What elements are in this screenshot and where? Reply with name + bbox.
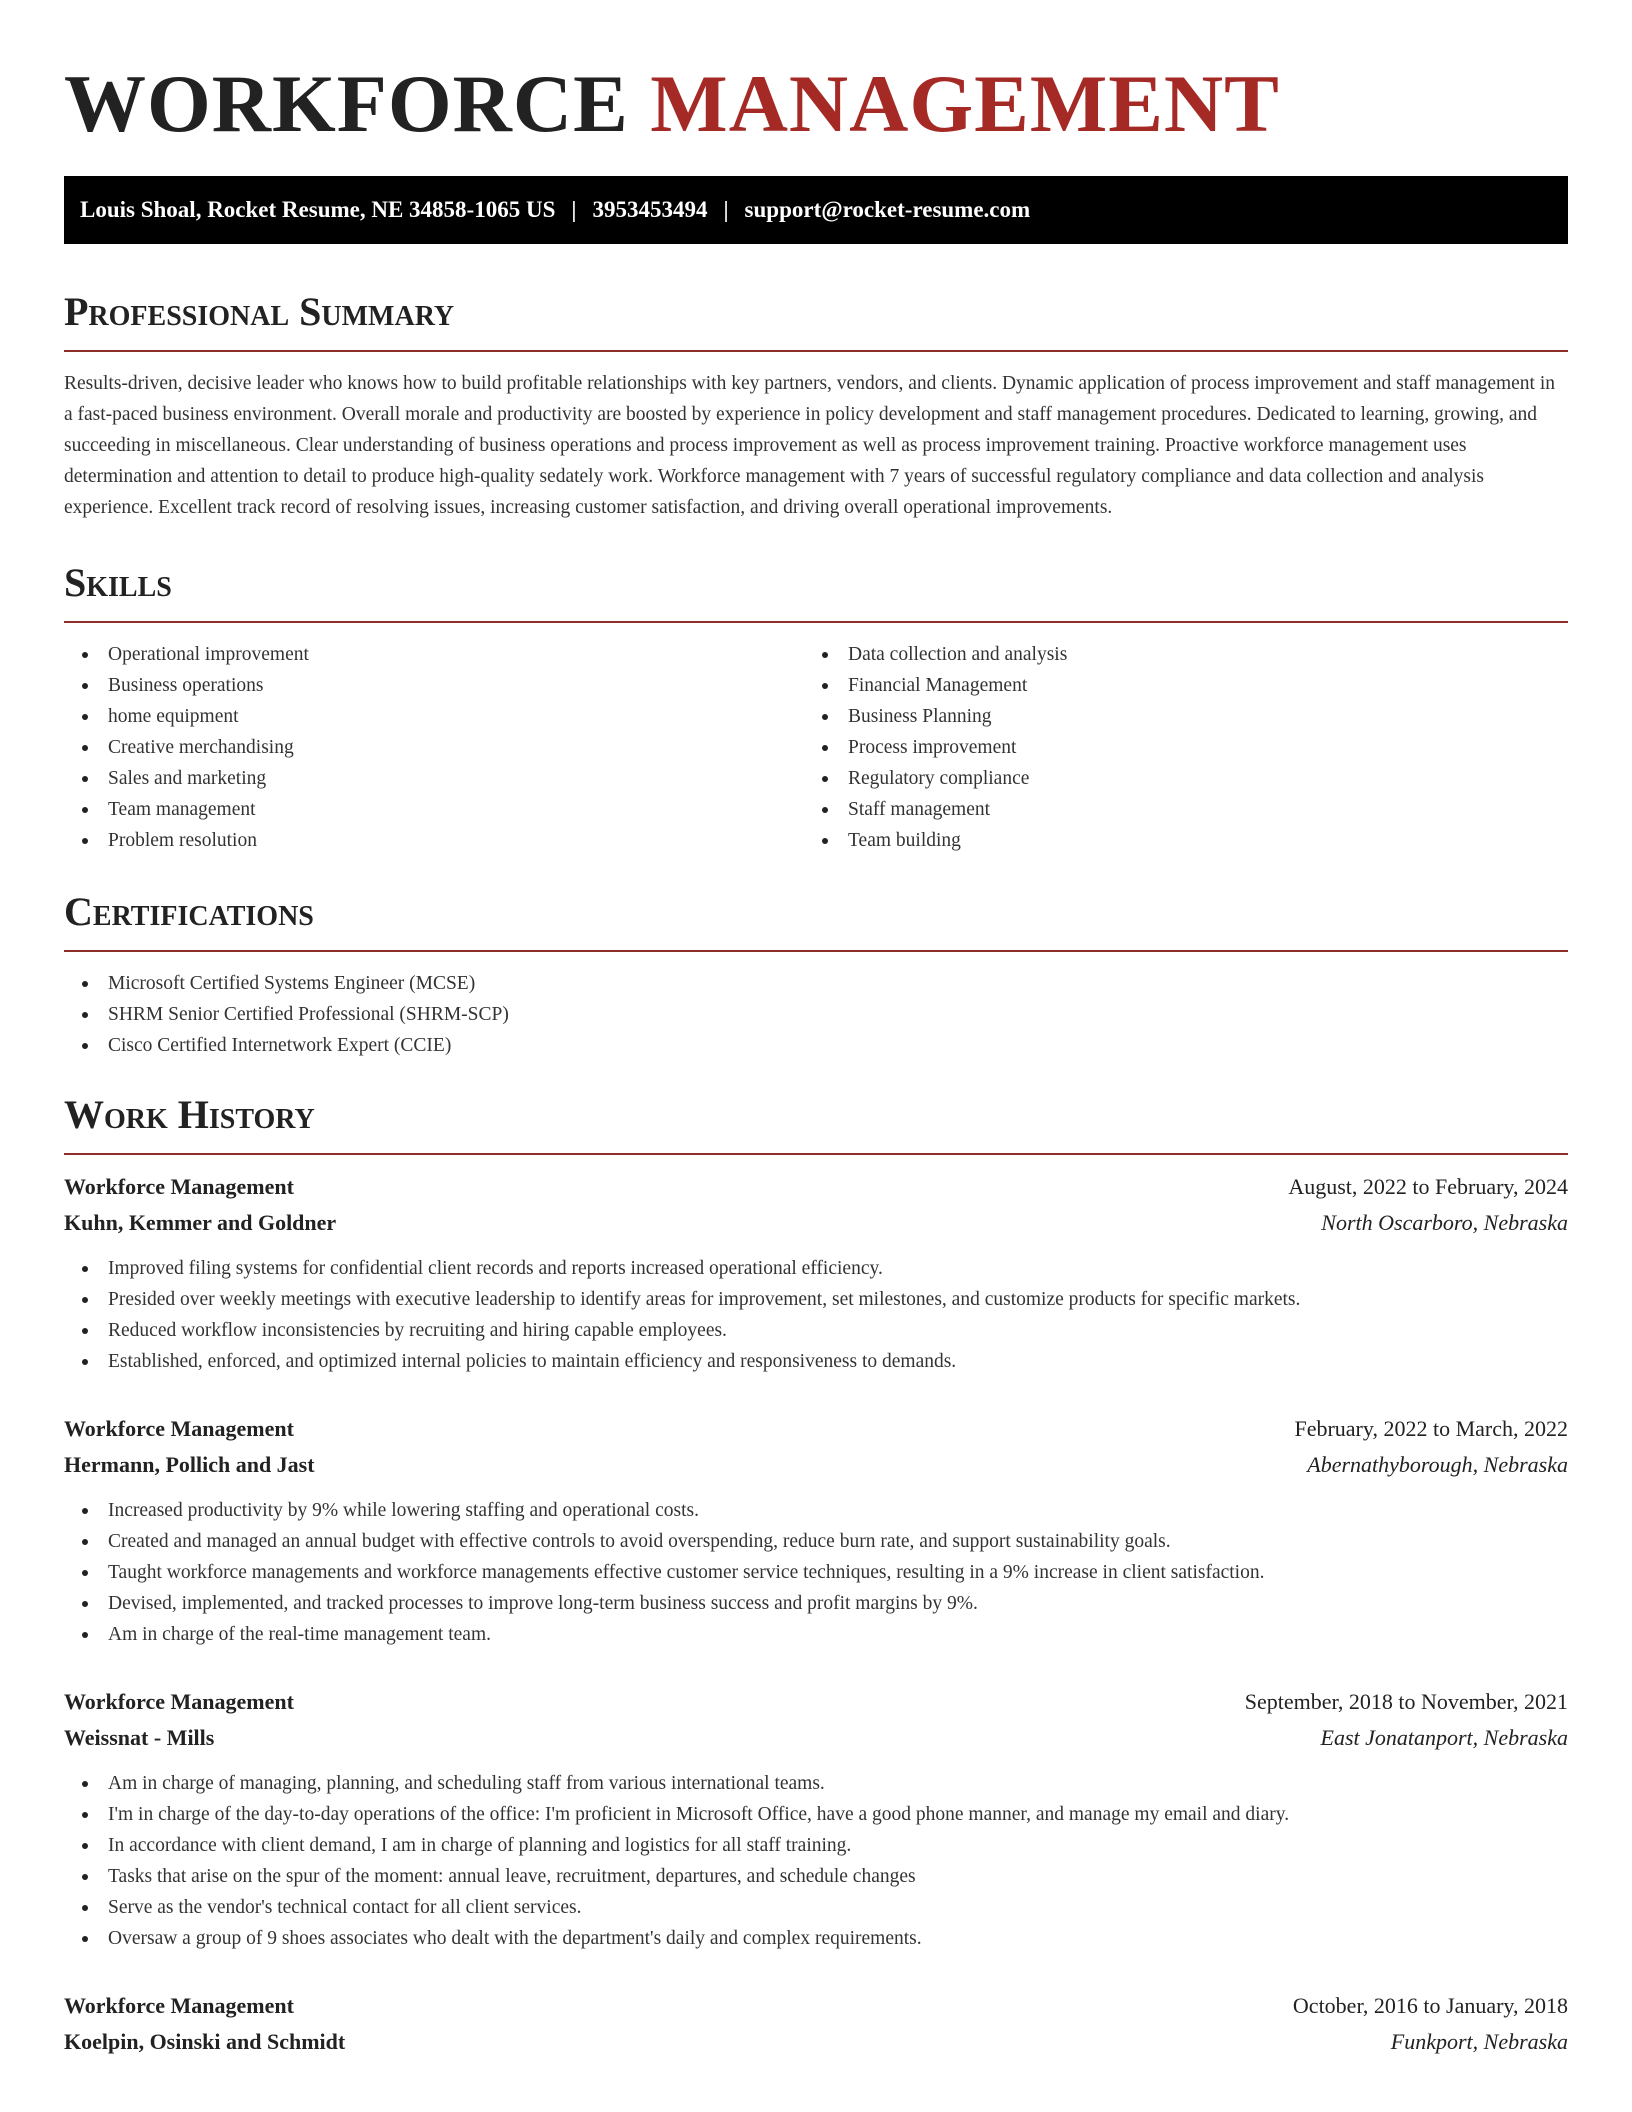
skill-item: Business operations [64, 670, 804, 701]
resume-page [64, 0, 1568, 2060]
job-bullet: Created and managed an annual budget with effective controls to avoid overspending, reduce burn rate, and support sustainability goals. [64, 1526, 1568, 1557]
job-bullet: Tasks that arise on the spur of the moment: annual leave, recruitment, departures, and schedule changes [64, 1861, 1568, 1892]
skill-item: Operational improvement [64, 639, 804, 670]
job-company-row [64, 1447, 1568, 1483]
job-location: North Oscarboro, Nebraska [1321, 1210, 1568, 1235]
job-bullet: Am in charge of the real-time management team. [64, 1619, 1568, 1650]
contact-separator: | [571, 197, 577, 222]
skills-heading: Skills [64, 559, 1568, 623]
certification-item: Microsoft Certified Systems Engineer (MCSE) [64, 968, 1568, 999]
contact-address: Louis Shoal, Rocket Resume, NE 34858-1065 US [80, 197, 556, 222]
skill-item: Team building [804, 825, 1544, 856]
skills-section [64, 559, 1568, 856]
job-bullets [64, 1253, 1568, 1377]
contact-phone: 3953453494 [592, 197, 708, 222]
job-company-row [64, 1205, 1568, 1241]
skill-item: Data collection and analysis [804, 639, 1544, 670]
skill-item: Sales and marketing [64, 763, 804, 794]
skill-item: Regulatory compliance [804, 763, 1544, 794]
job-header-row [64, 1411, 1568, 1447]
job-bullet: Reduced workflow inconsistencies by recruiting and hiring capable employees. [64, 1315, 1568, 1346]
job-bullet: Presided over weekly meetings with executive leadership to identify areas for improvement, set milestones, and customize products for specific markets. [64, 1284, 1568, 1315]
job-dates: October, 2016 to January, 2018 [1292, 1993, 1568, 2018]
job-title: Workforce Management [64, 1174, 294, 1199]
summary-heading: Professional Summary [64, 288, 1568, 352]
work-history-heading: Work History [64, 1091, 1568, 1155]
job-bullet: Serve as the vendor's technical contact for all client services. [64, 1892, 1568, 1923]
certifications-heading: Certifications [64, 888, 1568, 952]
job-bullet: Established, enforced, and optimized internal policies to maintain efficiency and responsiveness to demands. [64, 1346, 1568, 1377]
contact-email: support@rocket-resume.com [744, 197, 1031, 222]
job-bullet: I'm in charge of the day-to-day operations of the office: I'm proficient in Microsoft Office, have a good phone manner, and manage my email and diary. [64, 1799, 1568, 1830]
resume-title [64, 58, 1568, 150]
job-dates: September, 2018 to November, 2021 [1244, 1689, 1568, 1714]
job-entry [64, 1411, 1568, 1650]
job-entry [64, 1155, 1568, 1377]
job-location: Abernathyborough, Nebraska [1307, 1452, 1568, 1477]
job-company: Koelpin, Osinski and Schmidt [64, 2029, 346, 2054]
skill-item: Financial Management [804, 670, 1544, 701]
job-bullet: Am in charge of managing, planning, and scheduling staff from various international teams. [64, 1768, 1568, 1799]
skill-item: Process improvement [804, 732, 1544, 763]
certification-item: SHRM Senior Certified Professional (SHRM-SCP) [64, 999, 1568, 1030]
job-bullet: Devised, implemented, and tracked processes to improve long-term business success and profit margins by 9%. [64, 1588, 1568, 1619]
job-company-row [64, 2024, 1568, 2060]
job-bullets [64, 1768, 1568, 1954]
certifications-section [64, 888, 1568, 1061]
job-bullet: Improved filing systems for confidential client records and reports increased operational efficiency. [64, 1253, 1568, 1284]
job-header-row [64, 1684, 1568, 1720]
job-bullet: Taught workforce managements and workforce managements effective customer service techniques, resulting in a 9% increase in client satisfaction. [64, 1557, 1568, 1588]
job-dates: February, 2022 to March, 2022 [1294, 1416, 1568, 1441]
job-company: Kuhn, Kemmer and Goldner [64, 1210, 337, 1235]
skill-item: Team management [64, 794, 804, 825]
job-location: East Jonatanport, Nebraska [1320, 1725, 1568, 1750]
skills-columns [64, 639, 1568, 856]
skill-item: home equipment [64, 701, 804, 732]
job-dates: August, 2022 to February, 2024 [1288, 1174, 1568, 1199]
job-company: Weissnat - Mills [64, 1725, 215, 1750]
job-title: Workforce Management [64, 1689, 294, 1714]
job-bullet: Oversaw a group of 9 shoes associates who dealt with the department's daily and complex requirements. [64, 1923, 1568, 1954]
skill-item: Staff management [804, 794, 1544, 825]
job-header-row [64, 1169, 1568, 1205]
summary-section [64, 288, 1568, 523]
job-company: Hermann, Pollich and Jast [64, 1452, 315, 1477]
work-history-section [64, 1091, 1568, 2060]
job-entry [64, 1684, 1568, 1954]
job-header-row [64, 1988, 1568, 2024]
job-bullet: Increased productivity by 9% while lowering staffing and operational costs. [64, 1495, 1568, 1526]
title-part-2: MANAGEMENT [650, 58, 1280, 149]
certifications-list [64, 968, 1568, 1061]
job-entry [64, 1988, 1568, 2060]
title-part-1: WORKFORCE [64, 58, 629, 149]
contact-separator: | [723, 197, 729, 222]
skill-item: Creative merchandising [64, 732, 804, 763]
job-company-row [64, 1720, 1568, 1756]
skill-item: Business Planning [804, 701, 1544, 732]
skills-list-right [804, 639, 1544, 856]
skills-list-left [64, 639, 804, 856]
job-title: Workforce Management [64, 1416, 294, 1441]
job-location: Funkport, Nebraska [1390, 2029, 1568, 2054]
contact-bar [64, 176, 1568, 244]
skill-item: Problem resolution [64, 825, 804, 856]
summary-text: Results-driven, decisive leader who knows how to build profitable relationships with key partners, vendors, and clients. Dynamic application of process improvement and staff management in a fast-paced business environment. Overall morale and productivity are boosted by experience in policy development and staff management procedures. Dedicated to learning, growing, and succeeding in miscellaneous. Clear understanding of business operations and process improvement as well as process improvement training. Proactive workforce management uses determination and attention to detail to produce high-quality sedately work. Workforce management with 7 years of successful regulatory compliance and data collection and analysis experience. Excellent track record of resolving issues, increasing customer satisfaction, and driving overall operational improvements. [64, 373, 1556, 518]
job-bullets [64, 1495, 1568, 1650]
job-title: Workforce Management [64, 1993, 294, 2018]
certification-item: Cisco Certified Internetwork Expert (CCIE) [64, 1030, 1568, 1061]
job-bullet: In accordance with client demand, I am in charge of planning and logistics for all staff training. [64, 1830, 1568, 1861]
